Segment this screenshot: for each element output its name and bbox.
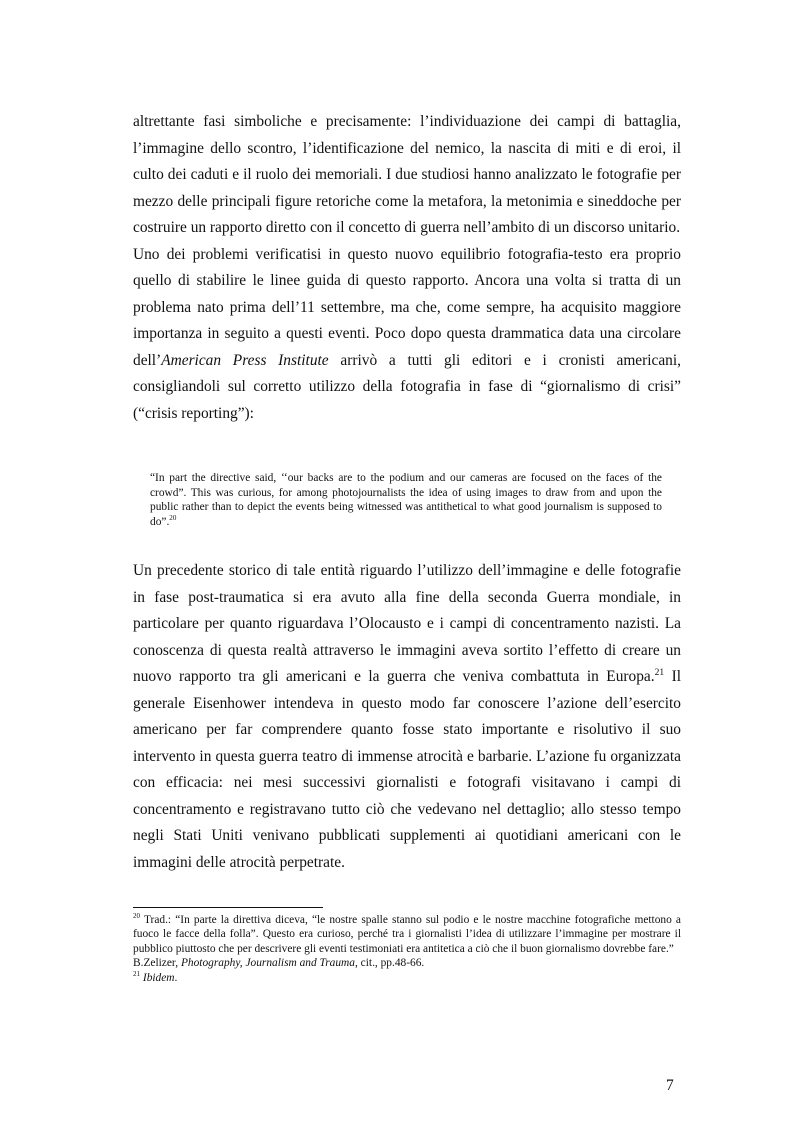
- paragraph-1-text: altrettante fasi simboliche e precisamente: l’individuazione dei campi di battaglia, l’immagine dello scontro, l’identificazione del nemico, la nascita di miti e di eroi, il culto dei caduti e il ruolo dei memoriali. I due studiosi hanno analizzato le fotografie per mezzo delle principali figure retoriche come la metafora, la metonimia e sineddoche per costruire un rapporto diretto con il concetto di guerra nell’ambito di un discorso unitario.: [133, 113, 681, 236]
- quote-paragraph: [150, 471, 662, 529]
- body-paragraph-3: [133, 558, 681, 876]
- footnote-source-author: B.Zelizer,: [133, 957, 181, 970]
- paragraph-3-footnote-ref: 21: [654, 666, 665, 678]
- quote-footnote-ref: 20: [169, 513, 177, 522]
- footnote-20-text: Trad.: “In parte la direttiva diceva, “le nostre spalle stanno sul podio e le nostre macchine fotografiche mettono a fuoco le facce della folla”. Questo era curioso, perché tra i giornalisti l’idea di utilizzare l’immagine per mostrare il pubblico piuttosto che per descrivere gli eventi testimoniati era antitetica a ciò che il buon giornalismo dovrebbe fare.”: [133, 914, 681, 955]
- footnotes: [133, 913, 681, 985]
- footnote-21-italic: Ibidem: [142, 971, 175, 984]
- footnote-20-number: 20: [133, 912, 141, 921]
- footnote-20-source: [133, 956, 681, 970]
- footnote-20: [133, 913, 681, 956]
- footnote-21-after: .: [174, 971, 178, 984]
- body-paragraph-2: [133, 242, 681, 428]
- quote-text: “In part the directive said, ‘‘our backs are to the podium and our cameras are focused on the faces of the crowd”. This was curious, for among photojournalists the idea of using images to draw from and upon the public rather than to depict the events being witnessed was antithetical to what good journalism is supposed to do”.: [150, 472, 662, 528]
- paragraph-3: [133, 558, 681, 876]
- page-number: 7: [666, 1077, 674, 1094]
- paragraph-3-text-before: Un precedente storico di tale entità riguardo l’utilizzo dell’immagine e delle fotografie in fase post-traumatica si era avuto alla fine della seconda Guerra mondiale, in particolare per quanto riguardava l’Olocausto e i campi di concentramento nazisti. La conoscenza di questa realtà attraverso le immagini aveva sortito l’effetto di creare un nuovo rapporto tra gli americani e la guerra che veniva combattuta in Europa.: [133, 562, 681, 685]
- paragraph-3-text-after: Il generale Eisenhower intendeva in questo modo far conoscere l’azione dell’esercito americano per far comprendere quanto fosse stato importante e risolutivo il suo intervento in questa guerra teatro di immense atrocità e barbarie. L’azione fu organizzata con efficacia: nei mesi successivi giornalisti e fotografi visitavano i campi di concentramento e registravano tutto ciò che vedevano nel dettaglio; allo stesso tempo negli Stati Uniti venivano pubblicati supplementi ai quotidiani americani con le immagini delle atrocità perpetrate.: [133, 668, 682, 871]
- paragraph-2-text-after: arrivò a tutti gli editori e i cronisti americani, consigliandoli sul corretto utilizzo della fotografia in fase di “giornalismo di crisi” (“crisis reporting”):: [133, 351, 682, 422]
- footnote-source-rest: , cit., pp.48-66.: [354, 957, 425, 970]
- footnote-21: [133, 971, 681, 985]
- block-quote: [150, 471, 662, 529]
- footnote-21-number: 21: [133, 969, 141, 978]
- paragraph-2-text-before: Uno dei problemi verificatisi in questo nuovo equilibrio fotografia-testo era proprio quello di stabilire le linee guida di questo rapporto. Ancora una volta si tratta di un problema nato prima dell’11 settembre, ma che, come sempre, ha acquisito maggiore importanza in seguito a questi eventi. Poco dopo questa drammatica data una circolare dell’: [133, 245, 681, 369]
- paragraph-2-italic: American Press Institute: [161, 351, 329, 369]
- footnote-separator: [133, 907, 323, 908]
- footnote-source-title: Photography, Journalism and Trauma: [180, 957, 355, 970]
- body-paragraph-1: [133, 109, 681, 427]
